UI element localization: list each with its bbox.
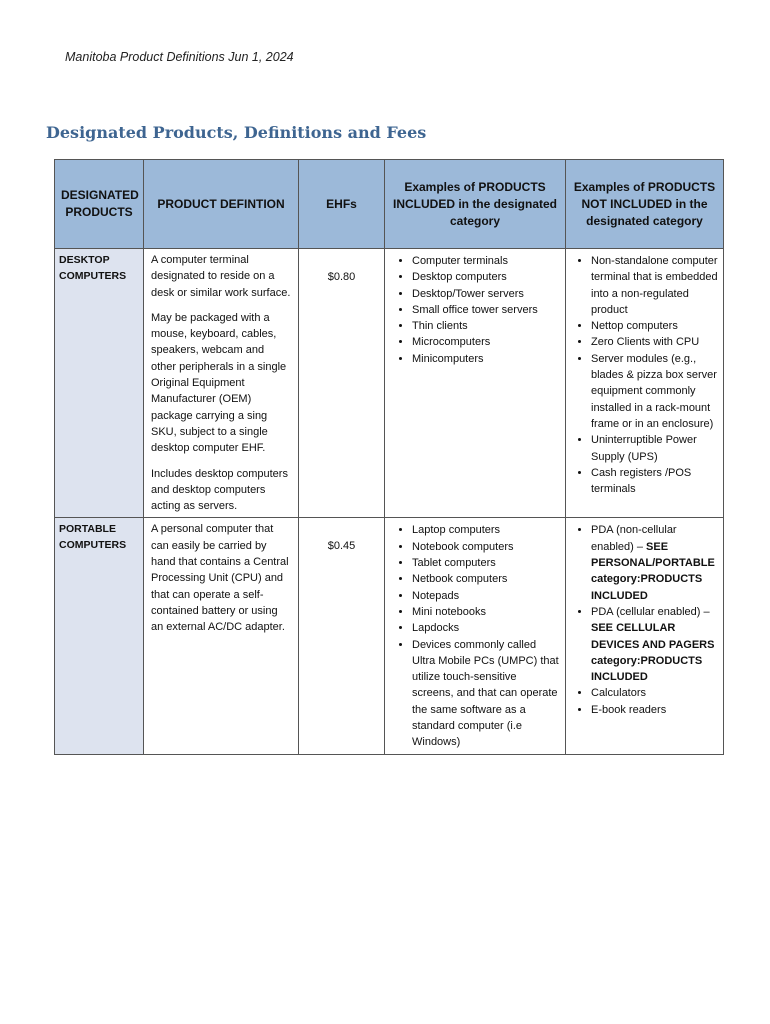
column-header-designated-products: DESIGNATED PRODUCTS: [55, 160, 144, 249]
list-item: [591, 522, 718, 603]
list-item: [591, 351, 718, 432]
list-item-text: Nettop computers: [591, 320, 678, 333]
list-item-text: E-book readers: [591, 703, 667, 716]
list-item: [591, 685, 718, 701]
included-cell: [385, 249, 566, 518]
excluded-cell: [566, 249, 724, 518]
fee-cell: $0.80: [299, 249, 385, 518]
header-note: Manitoba Product Definitions Jun 1, 2024: [65, 50, 294, 64]
category-cell: PORTABLE COMPUTERS: [55, 518, 144, 754]
list-item: [591, 334, 718, 350]
list-item-text: PDA (non-cellular enabled) –: [591, 524, 677, 553]
table-row: [55, 249, 724, 518]
document-title: Designated Products, Definitions and Fees: [46, 123, 427, 142]
list-item: • Desktop computers: [412, 269, 560, 285]
definition-paragraph: May be packaged with a mouse, keyboard, cables, speakers, webcam and other peripherals in a single Original Equipment Manufacturer (OEM) package carrying a sing SKU, subject to a single desktop computer EHF.: [151, 311, 287, 455]
list-item: [591, 702, 718, 718]
included-cell: [385, 518, 566, 754]
list-item-text: Non-standalone computer terminal that is embedded into a non-regulated product: [591, 255, 718, 316]
list-item: • Tablet computers: [412, 555, 560, 571]
list-item: [591, 253, 718, 318]
list-item: [591, 604, 718, 685]
list-item: [591, 432, 718, 465]
list-item: • Desktop/Tower servers: [412, 286, 560, 302]
list-item: • Small office tower servers: [412, 302, 560, 318]
list-item: • Microcomputers: [412, 334, 560, 350]
list-item-text: Server modules (e.g., blades & pizza box server equipment commonly installed in a rack-mount frame or in an enclosure): [591, 352, 717, 430]
list-item: • Lapdocks: [412, 620, 560, 636]
list-item: • Notepads: [412, 588, 560, 604]
definition-cell: [144, 518, 299, 754]
list-item: • Notebook computers: [412, 539, 560, 555]
list-item: • Netbook computers: [412, 571, 560, 587]
column-header-product-definition: PRODUCT DEFINTION: [144, 160, 299, 249]
category-cell: DESKTOP COMPUTERS: [55, 249, 144, 518]
definition-paragraph: A personal computer that can easily be carried by hand that contains a Central Processing Unit (CPU) and that can operate a self-contained battery or using an external AC/DC adapter.: [151, 523, 289, 634]
list-item: [591, 318, 718, 334]
definition-paragraph: A computer terminal designated to reside on a desk or similar work surface.: [151, 254, 291, 299]
excluded-list: [567, 519, 722, 720]
list-item: [591, 465, 718, 498]
definition-paragraph: Includes desktop computers and desktop computers acting as servers.: [151, 467, 288, 513]
fee-cell: $0.45: [299, 518, 385, 754]
table-row: [55, 518, 724, 754]
excluded-cell: [566, 518, 724, 754]
list-item-text: Calculators: [591, 687, 647, 700]
list-item: • Minicomputers: [412, 351, 560, 367]
column-header-products-included: Examples of PRODUCTS INCLUDED in the designated category: [385, 160, 566, 249]
column-header-products-not-included: Examples of PRODUCTS NOT INCLUDED in the designated category: [566, 160, 724, 249]
list-item-text: Cash registers /POS terminals: [591, 466, 692, 496]
excluded-list: [567, 250, 722, 499]
list-item: • Computer terminals: [412, 253, 560, 269]
column-header-ehfs: EHFs: [299, 160, 385, 249]
table-header-row: [55, 160, 724, 249]
list-item-text: Zero Clients with CPU: [591, 336, 700, 349]
list-item: • Thin clients: [412, 318, 560, 334]
list-item: • Devices commonly called Ultra Mobile PCs (UMPC) that utilize touch-sensitive screens, and that can operate the same software as a standard computer (i.e Windows): [412, 637, 560, 751]
list-item: • Mini notebooks: [412, 604, 560, 620]
list-item-text: Uninterruptible Power Supply (UPS): [591, 434, 697, 463]
list-item-text: PDA (cellular enabled) –: [591, 605, 710, 618]
products-table: [54, 159, 724, 755]
included-list: [386, 250, 564, 369]
definition-cell: [144, 249, 299, 518]
list-item-reference: SEE CELLULAR DEVICES AND PAGERS category:PRODUCTS INCLUDED: [591, 622, 715, 684]
list-item: • Laptop computers: [412, 522, 560, 538]
list-item-reference: SEE PERSONAL/PORTABLE category:PRODUCTS INCLUDED: [591, 540, 715, 602]
included-list: [386, 519, 564, 752]
